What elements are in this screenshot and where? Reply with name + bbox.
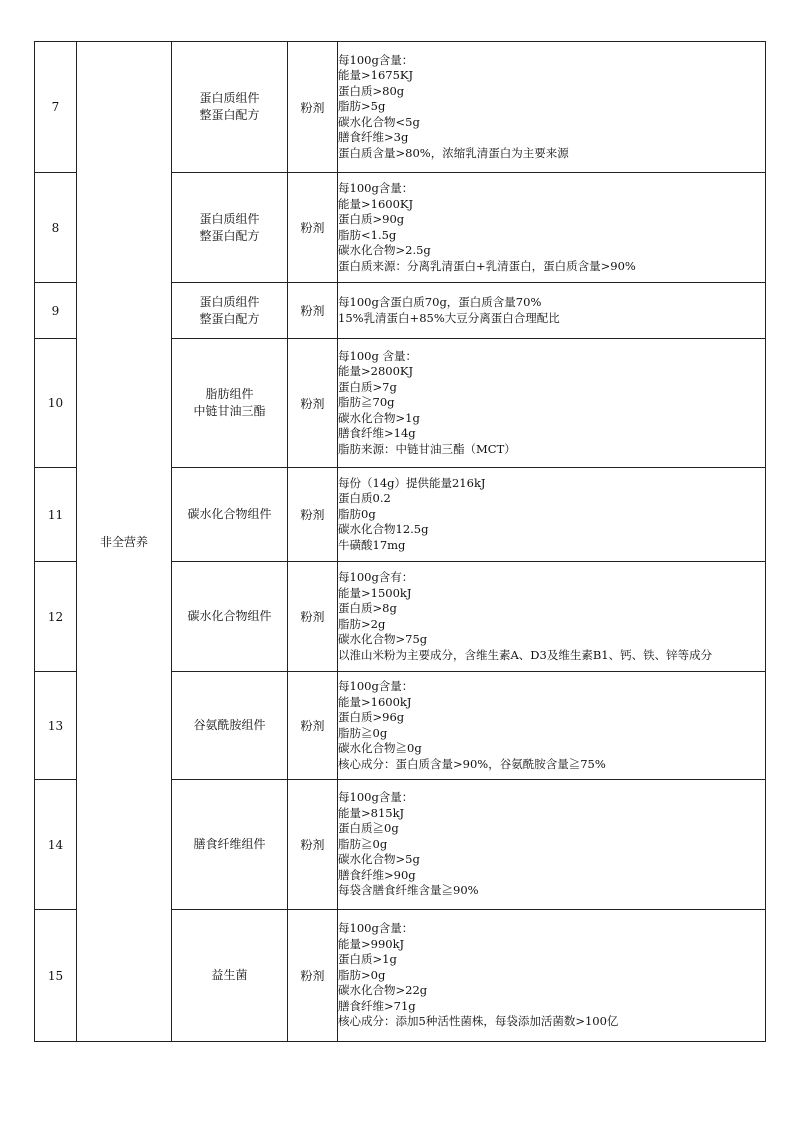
composition-cell <box>338 42 766 173</box>
composition-line: 脂肪≧0g <box>338 725 388 740</box>
composition-line: 每100g含量： <box>338 181 414 195</box>
dosage-form-cell: 粉剂 <box>288 283 338 339</box>
product-name-line: 碳水化合物组件 <box>187 609 272 623</box>
dosage-form-cell: 粉剂 <box>288 339 338 468</box>
row-number: 7 <box>35 42 77 173</box>
dosage-form-cell: 粉剂 <box>288 468 338 562</box>
product-name-line: 整蛋白配方 <box>199 311 260 326</box>
composition-line: 脂肪来源：中链甘油三酯（MCT） <box>338 441 516 456</box>
row-number: 14 <box>35 780 77 910</box>
dosage-form-cell: 粉剂 <box>288 562 338 672</box>
composition-line: 蛋白质>7g <box>338 379 397 394</box>
composition-line: 蛋白质来源：分离乳清蛋白+乳清蛋白，蛋白质含量>90% <box>338 258 636 273</box>
composition-line: 碳水化合物>1g <box>338 410 420 425</box>
composition-line: 碳水化合物>5g <box>338 852 420 867</box>
composition-line: 膳食纤维>3g <box>338 130 409 145</box>
composition-line: 膳食纤维>71g <box>338 998 416 1013</box>
composition-cell <box>338 468 766 562</box>
composition-line: 每100g含量： <box>338 790 414 805</box>
composition-line: 脂肪≧70g <box>338 395 395 410</box>
product-name-cell <box>172 780 288 910</box>
composition-line: 脂肪>2g <box>338 616 386 631</box>
product-name-cell <box>172 562 288 672</box>
composition-line: 15%乳清蛋白+85%大豆分离蛋白合理配比 <box>338 310 560 325</box>
product-name-cell <box>172 173 288 283</box>
composition-line: 蛋白质>90g <box>338 212 405 226</box>
product-name-line: 蛋白质组件 <box>199 91 260 105</box>
product-name-line: 益生菌 <box>211 968 248 982</box>
composition-line: 碳水化合物12.5g <box>338 522 429 537</box>
product-name-line: 膳食纤维组件 <box>193 837 266 851</box>
composition-line: 每100g含量： <box>338 52 414 67</box>
row-number: 15 <box>35 910 77 1042</box>
nutrition-spec-table <box>34 41 766 1042</box>
composition-line: 膳食纤维>90g <box>338 867 416 882</box>
composition-line: 蛋白质0.2 <box>338 491 391 506</box>
composition-cell <box>338 672 766 780</box>
composition-line: 碳水化合物>2.5g <box>338 243 431 257</box>
composition-line: 蛋白质≧0g <box>338 821 399 836</box>
composition-line: 每份（14g）提供能量216kJ <box>338 475 486 490</box>
composition-line: 能量>1500kJ <box>338 585 412 600</box>
composition-line: 核心成分：添加5种活性菌株，每袋添加活菌数>100亿 <box>338 1014 619 1029</box>
composition-line: 蛋白质>8g <box>338 601 397 615</box>
composition-line: 碳水化合物≧0g <box>338 741 422 755</box>
composition-cell <box>338 780 766 910</box>
composition-line: 脂肪≧0g <box>338 836 388 851</box>
composition-line: 每100g含蛋白质70g，蛋白质含量70% <box>338 295 542 309</box>
composition-line: 能量>1675KJ <box>338 68 414 83</box>
composition-line: 以淮山米粉为主要成分，含维生素A、D3及维生素B1、钙、铁、锌等成分 <box>338 647 713 662</box>
composition-line: 蛋白质>1g <box>338 952 397 967</box>
product-name-line: 碳水化合物组件 <box>187 507 272 521</box>
product-name-line: 蛋白质组件 <box>199 294 260 309</box>
row-number: 13 <box>35 672 77 780</box>
composition-line: 每袋含膳食纤维含量≧90% <box>338 883 479 898</box>
product-name-cell <box>172 672 288 780</box>
composition-cell <box>338 562 766 672</box>
composition-line: 能量>990kJ <box>338 936 405 951</box>
product-name-cell <box>172 910 288 1042</box>
composition-line: 能量>1600kJ <box>338 694 412 709</box>
composition-line: 每100g含量： <box>338 679 414 693</box>
product-name-cell <box>172 468 288 562</box>
dosage-form-cell: 粉剂 <box>288 780 338 910</box>
product-name-line: 蛋白质组件 <box>199 211 260 226</box>
composition-line: 能量>1600KJ <box>338 196 414 211</box>
composition-line: 脂肪0g <box>338 506 376 521</box>
composition-cell <box>338 910 766 1042</box>
row-number: 10 <box>35 339 77 468</box>
dosage-form-cell: 粉剂 <box>288 42 338 173</box>
composition-line: 每100g含量： <box>338 921 414 936</box>
dosage-form-cell: 粉剂 <box>288 173 338 283</box>
row-number: 9 <box>35 283 77 339</box>
composition-line: 蛋白质含量>80%，浓缩乳清蛋白为主要来源 <box>338 145 569 160</box>
composition-line: 碳水化合物<5g <box>338 114 420 129</box>
table-body <box>35 42 766 1042</box>
composition-line: 蛋白质>80g <box>338 83 405 98</box>
product-name-line: 整蛋白配方 <box>199 228 260 243</box>
product-name-cell <box>172 42 288 173</box>
composition-line: 能量>2800KJ <box>338 364 414 379</box>
product-name-line: 谷氨酰胺组件 <box>193 718 266 732</box>
composition-cell <box>338 339 766 468</box>
row-number: 12 <box>35 562 77 672</box>
product-name-line: 整蛋白配方 <box>199 108 260 122</box>
row-number: 11 <box>35 468 77 562</box>
composition-cell <box>338 283 766 339</box>
composition-line: 每100g含有： <box>338 570 414 584</box>
composition-line: 核心成分：蛋白质含量>90%，谷氨酰胺含量≧75% <box>338 756 606 771</box>
row-number: 8 <box>35 173 77 283</box>
dosage-form-cell: 粉剂 <box>288 910 338 1042</box>
product-name-line: 脂肪组件 <box>205 387 254 401</box>
product-name-line: 中链甘油三酯 <box>193 404 266 418</box>
composition-cell <box>338 173 766 283</box>
composition-line: 牛磺酸17mg <box>338 537 406 552</box>
composition-line: 蛋白质>96g <box>338 710 405 724</box>
composition-line: 脂肪>5g <box>338 99 386 114</box>
product-name-cell <box>172 283 288 339</box>
dosage-form-cell: 粉剂 <box>288 672 338 780</box>
composition-line: 脂肪<1.5g <box>338 227 397 242</box>
category-cell: 非全营养 <box>77 42 172 1042</box>
table-row <box>35 42 766 173</box>
product-name-cell <box>172 339 288 468</box>
composition-line: 碳水化合物>75g <box>338 632 428 646</box>
composition-line: 能量>815kJ <box>338 805 405 820</box>
composition-line: 每100g 含量： <box>338 348 417 363</box>
composition-line: 膳食纤维>14g <box>338 426 416 441</box>
composition-line: 脂肪>0g <box>338 967 386 982</box>
composition-line: 碳水化合物>22g <box>338 983 428 998</box>
